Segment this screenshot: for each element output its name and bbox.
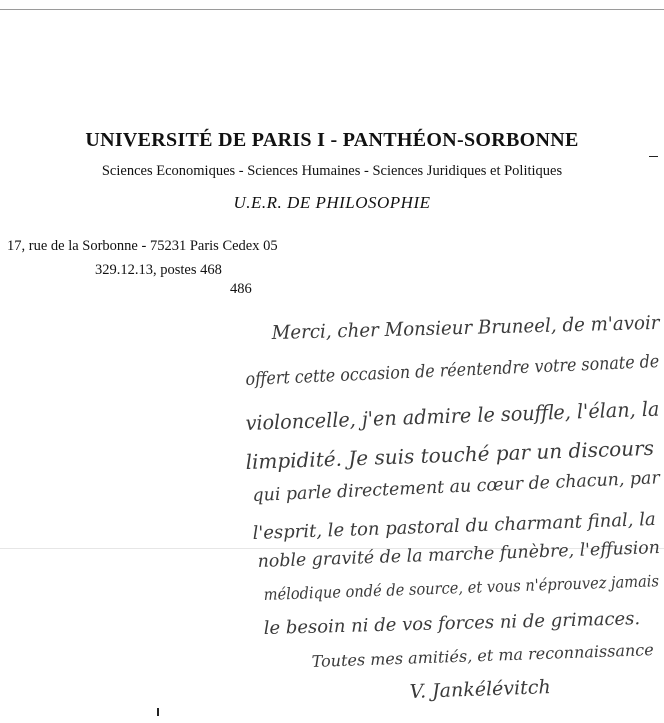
paper-edge-line: [0, 9, 664, 10]
letter-line-1: Merci, cher Monsieur Bruneel, de m'avoir: [271, 311, 660, 344]
letter-line-2: offert cette occasion de réentendre votre sonate de: [245, 351, 660, 390]
margin-mark: [649, 156, 658, 157]
university-name: UNIVERSITÉ DE PARIS I - PANTHÉON-SORBONNE: [85, 129, 579, 151]
department-name: U.E.R. DE PHILOSOPHIE: [233, 193, 431, 212]
letter-line-9: le besoin ni de vos forces ni de grimaces.: [263, 608, 641, 639]
ink-speck: [157, 708, 159, 716]
faculties-line: Sciences Economiques - Sciences Humaines - Sciences Juridiques et Politiques: [101, 163, 563, 179]
closing-line: Toutes mes amitiés, et ma reconnaissance: [311, 640, 654, 671]
letter-line-5: qui parle directement au cœur de chacun, par: [252, 468, 661, 506]
letter-line-6: l'esprit, le ton pastoral du charmant final, la: [252, 508, 657, 544]
address-line: 17, rue de la Sorbonne - 75231 Paris Cedex 05: [7, 238, 278, 254]
phone-line: 329.12.13, postes 468: [95, 262, 222, 278]
signature: V. Jankélévitch: [409, 676, 551, 703]
letter-line-8: mélodique ondé de source, et vous n'éprouvez jamais: [263, 571, 660, 604]
letter-line-7: noble gravité de la marche funèbre, l'effusion: [257, 537, 661, 572]
letter-line-3: violoncelle, j'en admire le souffle, l'élan, la: [245, 396, 660, 435]
phone-extension: 486: [230, 281, 252, 297]
letter-line-4: limpidité. Je suis touché par un discours: [245, 435, 655, 474]
